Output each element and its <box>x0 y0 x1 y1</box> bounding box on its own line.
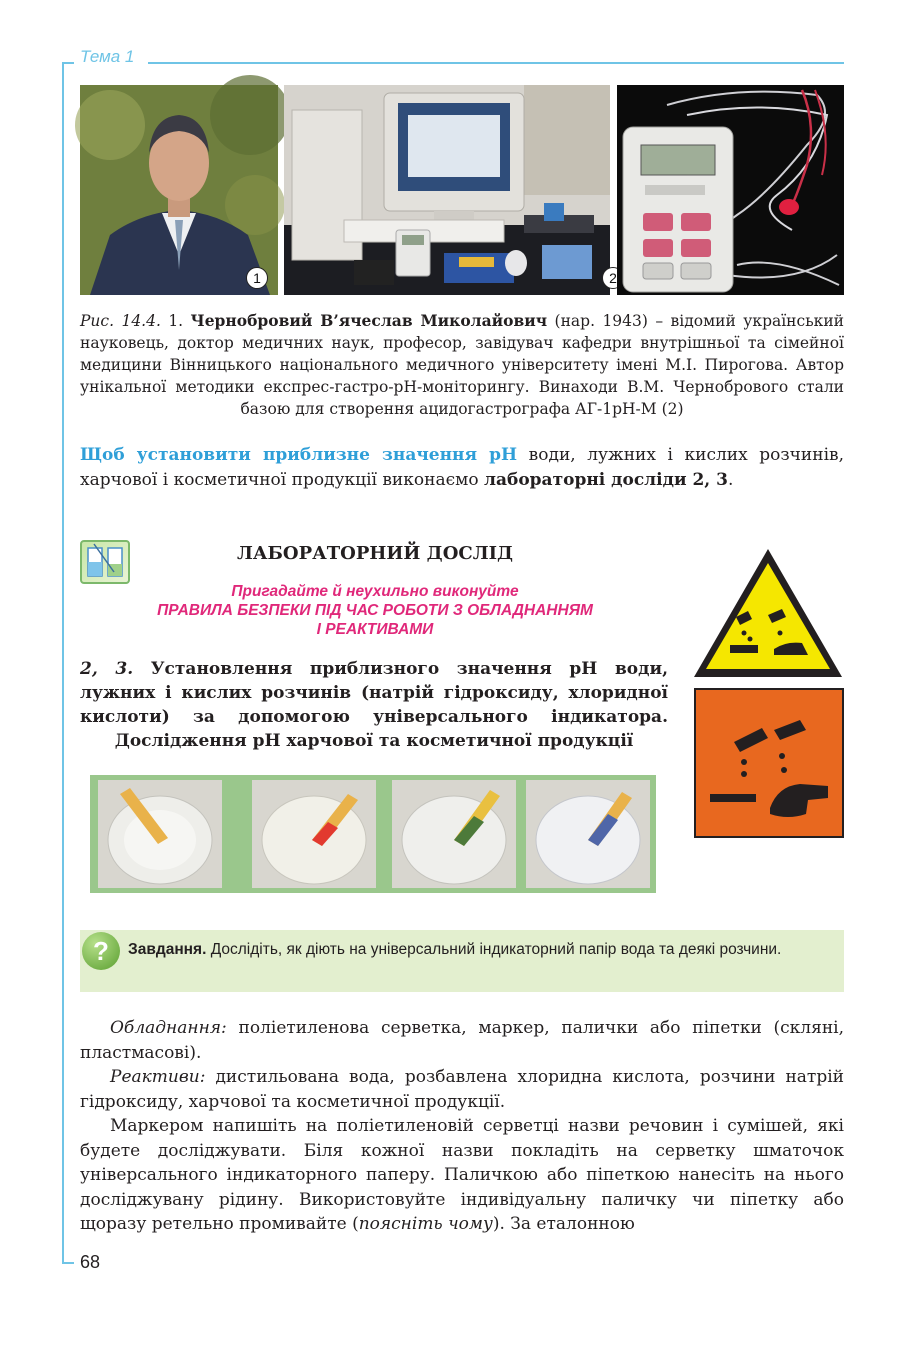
strip-tile-water <box>98 780 222 888</box>
intro-end: . <box>727 470 734 490</box>
intro-text: води, лужних і кислих розчинів, харчової і косметичної продукції виконаємо <box>80 445 844 490</box>
lab-title: ЛАБОРАТОРНИЙ ДОСЛІД <box>236 543 514 564</box>
intro-paragraph <box>80 443 844 493</box>
acidogastrograph-photo <box>617 85 844 295</box>
caption-number: 1. <box>160 312 191 330</box>
reagents-text: дистильована вода, розбавлена хлоридна кислота, розчини натрій гідроксиду, харчової та косметичної продукції. <box>80 1067 844 1112</box>
page-frame-top <box>62 62 74 64</box>
safety-line-3: І РЕАКТИВАМИ <box>316 621 434 638</box>
page-number: 68 <box>80 1252 101 1272</box>
computer-photo <box>284 85 617 295</box>
equipment-text: поліетиленова серветка, маркер, палички або піпетки (скляні, пластмасові). <box>80 1018 844 1063</box>
procedure-text: Маркером напишіть на поліетиленовій серветці назви речовин і сумішей, які будете досліджувати. Біля кожної назви покладіть на серветку шматочок універсального індикаторного паперу. Паличкою або піпеткою нанесіть на нього досліджувану рідину. Використовуйте індивідуальну паличку чи піпетку або щоразу ретельно промивайте ( <box>80 1116 844 1234</box>
caption-text: (нар. 1943) – відомий український науковець, доктор медичних наук, професор, завідувач кафедри внутрішньої та сімейної медицини Вінницького національного медичного університету імені М.І. Пирогова. Автор унікальної методики експрес-гастро-рН-моніторингу. Винаходи В.М. Чернобрового стали базою для створення ацидогастрографа АГ-1рН-М (2) <box>80 312 844 418</box>
safety-line-2: ПРАВИЛА БЕЗПЕКИ ПІД ЧАС РОБОТИ З ОБЛАДНАННЯМ <box>157 602 593 619</box>
lab-heading-text: Установлення приблизного значення рН води, лужних і кислих розчинів (натрій гідроксиду, хлоридної кислоти) за допомогою універсального індикатора. Дослідження рН харчової та косметичної продукції <box>80 659 668 751</box>
intro-bold: лабораторні досліди 2, 3 <box>483 470 728 490</box>
strip-tile-acid <box>252 780 376 888</box>
corrosive-warning-triangle-icon <box>690 545 846 681</box>
caption-prefix: Рис. 14.4. <box>80 312 161 330</box>
lab-heading-number: 2, 3. <box>80 659 134 679</box>
reagents-label: Реактиви: <box>110 1067 206 1087</box>
equipment-paragraph <box>80 1016 844 1065</box>
caption-person-name: Чернобровий В’ячеслав Миколайович <box>190 311 548 330</box>
task-label: Завдання. <box>128 941 207 958</box>
lab-experiment-heading <box>80 657 668 753</box>
photo-number-badge-2: 2 <box>602 267 624 289</box>
strip-tile-alkali <box>526 780 650 888</box>
page-frame-line <box>62 62 64 1262</box>
corrosive-hazard-sign-icon <box>694 688 844 838</box>
procedure-end: ). За еталонною <box>492 1214 635 1234</box>
indicator-paper-strips-photo <box>90 775 656 893</box>
strip-tile-neutral <box>392 780 516 888</box>
safety-line-1: Пригадайте й неухильно виконуйте <box>231 583 519 600</box>
task-body: Дослідіть, як діють на універсальний індикаторний папір вода та деякі розчини. <box>206 941 782 958</box>
safety-rules-notice <box>80 582 670 639</box>
question-icon: ? <box>82 932 120 970</box>
page-frame-bottom <box>62 1262 74 1264</box>
portrait-photo <box>80 85 278 295</box>
task-text <box>128 938 834 962</box>
intro-highlight: Щоб установити приблизне значення рН <box>80 445 518 465</box>
equipment-label: Обладнання: <box>110 1018 227 1038</box>
page-frame-top-rule <box>148 62 844 64</box>
photo-number-badge-1: 1 <box>246 267 268 289</box>
procedure-italic: поясніть чому <box>358 1214 493 1234</box>
reagents-paragraph <box>80 1065 844 1114</box>
figure-caption <box>80 310 844 420</box>
topic-label: Тема 1 <box>80 47 135 66</box>
procedure-paragraph <box>80 1114 844 1237</box>
